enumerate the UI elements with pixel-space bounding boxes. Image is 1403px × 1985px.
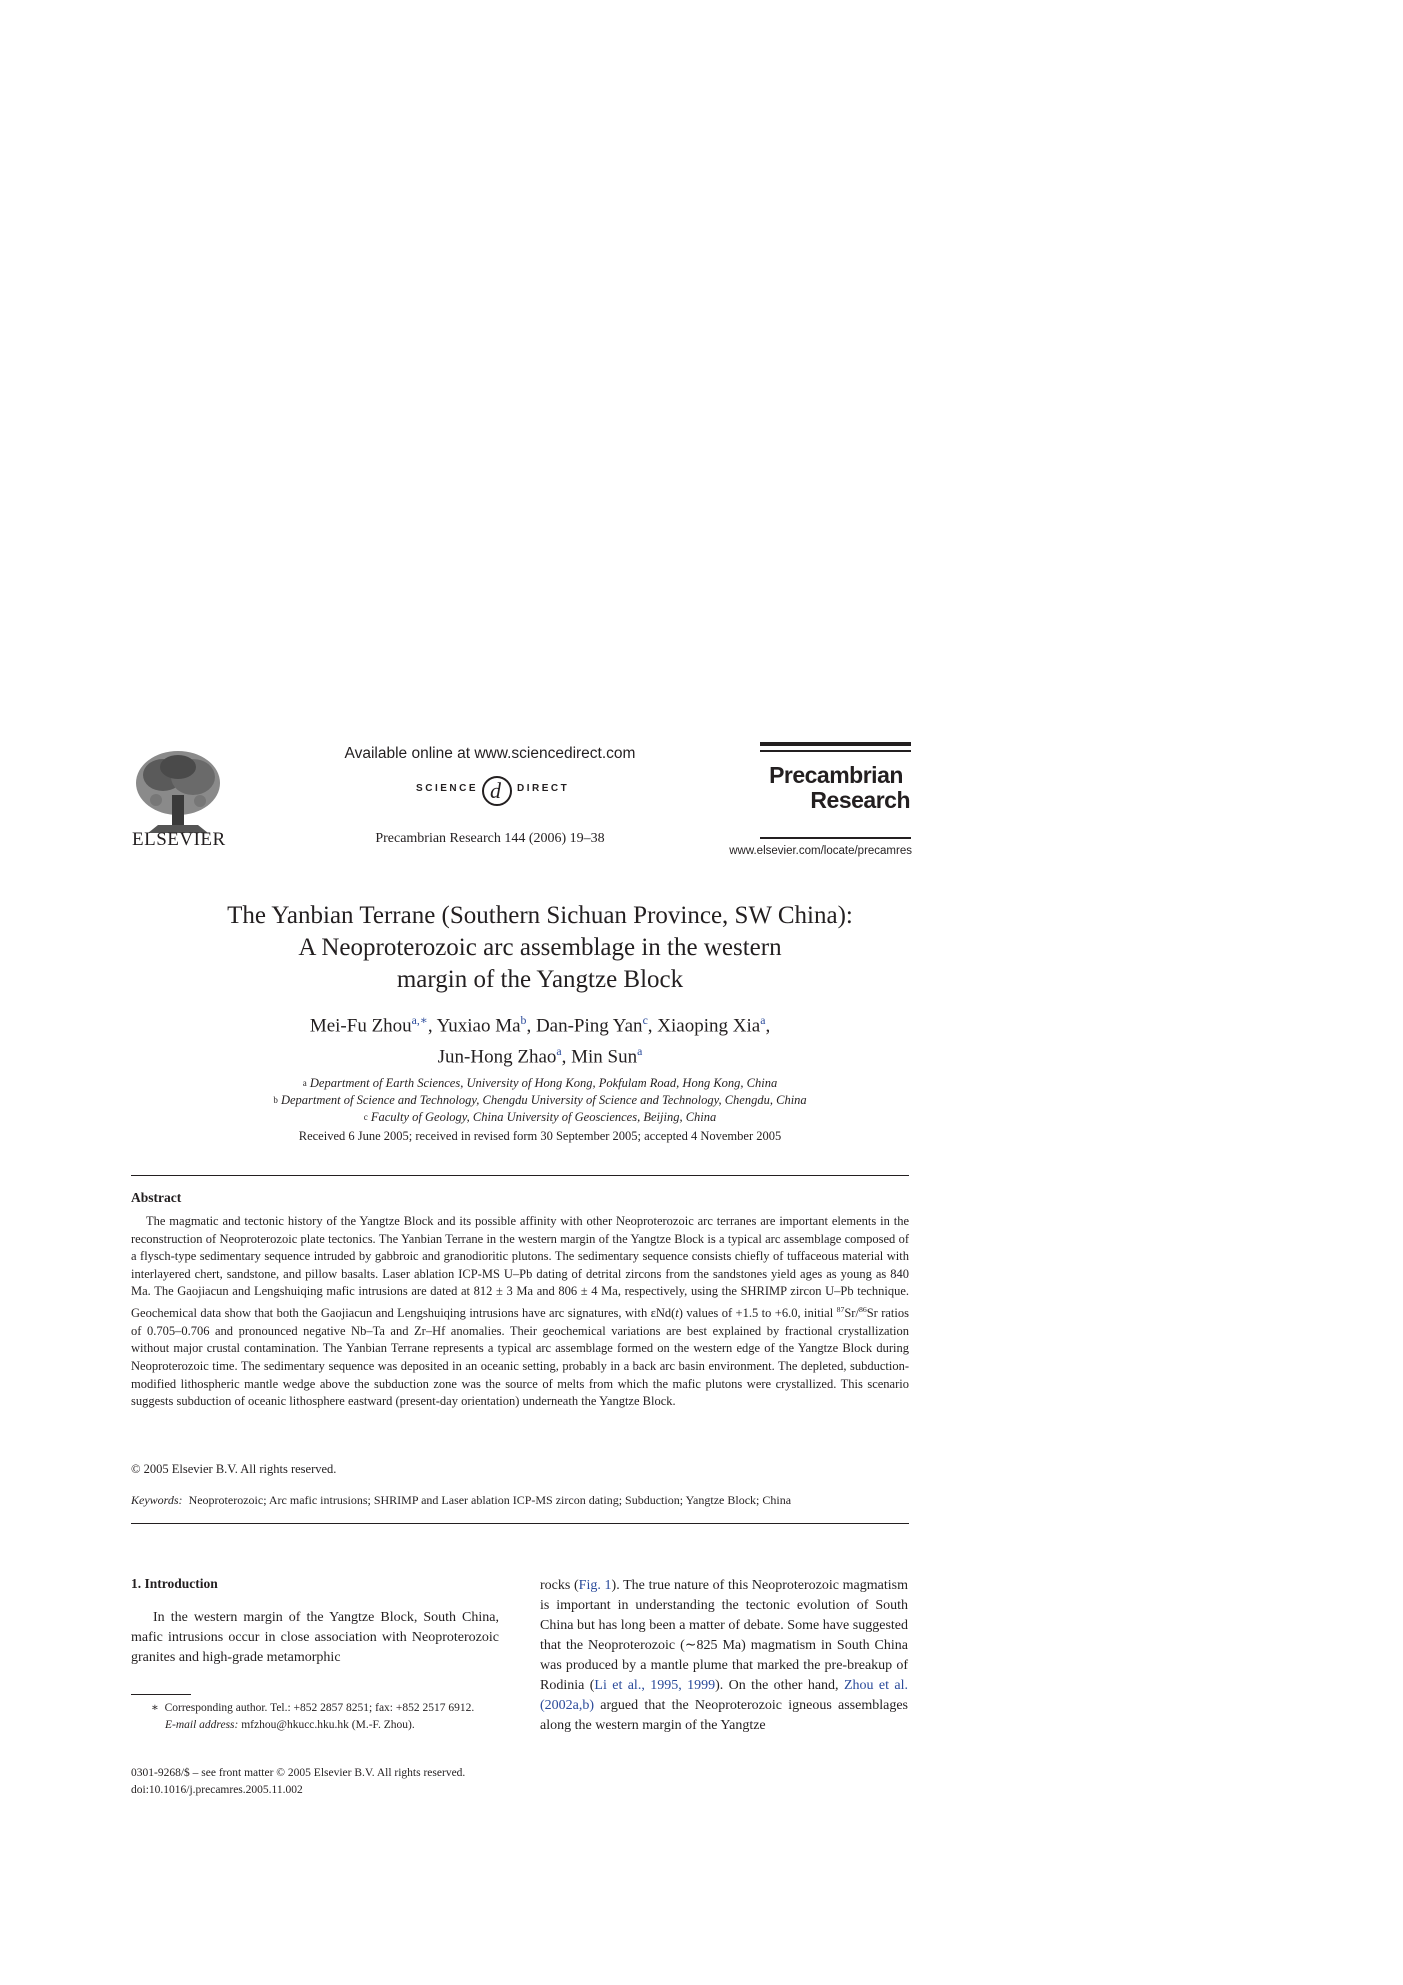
author-affiliation-mark[interactable]: a — [760, 1014, 766, 1027]
isotope-superscript: 86 — [858, 1304, 867, 1314]
sciencedirect-left-word: SCIENCE — [416, 783, 478, 794]
affiliation-mark: b — [273, 1095, 278, 1105]
received-dates: Received 6 June 2005; received in revised form 30 September 2005; accepted 4 November 2005 — [298, 1129, 782, 1143]
issn-line: 0301-9268/$ – see front matter © 2005 Elsevier B.V. All rights reserved. — [131, 1767, 466, 1779]
right-column-text — [540, 1576, 908, 1736]
author-separator: , — [526, 1015, 536, 1037]
affiliation-text: Faculty of Geology, China University of Geosciences, Beijing, China — [370, 1110, 717, 1124]
author-affiliation-mark[interactable]: a,∗ — [411, 1014, 428, 1027]
keywords — [131, 1493, 791, 1508]
citation-link[interactable]: Li et al., 1995, 1999 — [594, 1678, 716, 1693]
author-affiliation-mark[interactable]: c — [642, 1014, 648, 1027]
abstract-text: Sr ratios of 0.705–0.706 and pronounced negative Nb–Ta and Zr–Hf anomalies. Their geochemical variations are best explained by fractional crystallization without major crustal contamination. The Yanbian Terrane represents a typical arc assemblage formed on the western edge of the Yangtze Block during Neoproterozoic time. The sedimentary sequence was deposited in an oceanic setting, probably in a back arc basin environment. The depleted, subduction-modified lithospheric mantle wedge above the subduction zone was the source of melts from which the mafic plutons were crystallized. This scenario suggests subduction of oceanic lithosphere eastward (present-day orientation) underneath the Yangtze Block. — [131, 1306, 909, 1409]
abstract-body — [131, 1213, 909, 1411]
divider — [131, 1523, 909, 1524]
title-line: The Yanbian Terrane (Southern Sichuan Province, SW China): — [227, 902, 853, 929]
affiliation-mark: a — [302, 1078, 307, 1088]
body-text: ). On the other hand, — [715, 1678, 844, 1693]
author-name[interactable]: Mei-Fu Zhou — [309, 1015, 412, 1037]
title-line: margin of the Yangtze Block — [396, 966, 684, 993]
author-name[interactable]: Min Sun — [571, 1046, 638, 1068]
footnotes — [131, 1700, 531, 1734]
email-address[interactable]: mfzhou@hkucc.hku.hk (M.-F. Zhou). — [241, 1719, 415, 1731]
footnote-divider — [131, 1694, 191, 1695]
body-text: argued that the Neoproterozoic igneous assemblages along the western margin of the Yangtze — [540, 1698, 908, 1733]
affiliation-item — [140, 1109, 940, 1126]
author-separator: , — [561, 1046, 572, 1068]
abstract-text: ) values of +1.5 to +6.0, initial — [678, 1306, 837, 1321]
journal-logo-rule — [760, 742, 911, 746]
author-affiliation-mark[interactable]: b — [520, 1014, 527, 1027]
author-name[interactable]: Xiaoping Xia — [657, 1015, 761, 1037]
journal-logo — [760, 763, 912, 813]
corresponding-author-note — [131, 1700, 531, 1717]
journal-logo-rule — [760, 750, 911, 752]
author-separator: , — [647, 1015, 658, 1037]
author-affiliation-mark[interactable]: a — [637, 1045, 643, 1059]
author-name[interactable]: Dan-Ping Yan — [535, 1015, 643, 1037]
affiliation-text: Department of Earth Sciences, University of Hong Kong, Pokfulam Road, Hong Kong, China — [309, 1076, 778, 1090]
isotope-superscript: 87 — [836, 1304, 845, 1314]
publisher-name: ELSEVIER — [132, 829, 226, 850]
author-line — [140, 1008, 940, 1039]
journal-citation: Precambrian Research 144 (2006) 19–38 — [375, 831, 605, 846]
abstract-italic-t: t — [675, 1306, 679, 1321]
abstract-text: Sr/ — [844, 1306, 859, 1321]
affiliation-list — [140, 1075, 940, 1126]
title-line: A Neoproterozoic arc assemblage in the western — [298, 934, 782, 961]
journal-logo-rule — [760, 837, 911, 839]
affiliation-mark: c — [363, 1112, 368, 1122]
citation-link[interactable]: Zhou et al. (2002a,b) — [540, 1678, 908, 1713]
svg-text:d: d — [490, 778, 501, 803]
author-separator: , — [427, 1015, 437, 1037]
author-separator: , — [765, 1015, 771, 1037]
body-text: ). The true nature of this Neoproterozoic magmatism is important in understanding the tectonic evolution of South China but has long been a matter of debate. Some have suggested that the Neoproterozoic (∼825 Ma) magmatism in South China was produced by a mantle plume that marked the pre-breakup of Rodinia ( — [540, 1578, 908, 1693]
email-note — [131, 1717, 531, 1734]
footnote-mark: ∗ — [151, 1702, 159, 1714]
figure-reference-link[interactable]: Fig. 1 — [578, 1578, 612, 1593]
front-matter — [131, 1765, 465, 1799]
sciencedirect-logo — [400, 770, 600, 810]
keywords-list: Neoproterozoic; Arc mafic intrusions; SHRIMP and Laser ablation ICP-MS zircon dating; Subduction; Yangtze Block; China — [188, 1493, 792, 1507]
divider — [131, 1175, 909, 1176]
body-text: rocks ( — [540, 1578, 579, 1593]
doi-line[interactable]: doi:10.1016/j.precamres.2005.11.002 — [131, 1784, 303, 1796]
email-label: E-mail address: — [165, 1719, 239, 1731]
copyright-notice: © 2005 Elsevier B.V. All rights reserved. — [131, 1462, 337, 1476]
author-list — [140, 1008, 940, 1071]
section-heading: 1. Introduction — [131, 1576, 218, 1591]
author-line — [140, 1039, 940, 1070]
author-name[interactable]: Jun-Hong Zhao — [437, 1046, 557, 1068]
affiliation-item — [140, 1075, 940, 1092]
journal-url-link[interactable]: www.elsevier.com/locate/precamres — [729, 845, 912, 857]
journal-logo-line2: Research — [810, 787, 910, 813]
abstract-text: The magmatic and tectonic history of the Yangtze Block and its possible affinity with other Neoproterozoic arc terranes are important elements in the reconstruction of Neoproterozoic plate tectonics. The Yanbian Terrane in the western margin of the Yangtze Block is a typical arc assemblage composed of a flysch-type sedimentary sequence intruded by gabbroic and granodioritic plutons. The sedimentary sequence consists chiefly of tuffaceous material with interlayered chert, sandstone, and pillow basalts. Laser ablation ICP-MS U–Pb dating of detrital zircons from the sandstones yield ages as young as 840 Ma. The Gaojiacun and Lengshuiqing mafic intrusions are dated at 812 ± 3 Ma and 806 ± 4 Ma, respectively, using the SHRIMP zircon U–Pb technique. Geochemical data show that both the Gaojiacun and Lengshuiqing intrusions have arc signatures, with εNd( — [131, 1214, 909, 1321]
sciencedirect-right-word: DIRECT — [517, 783, 570, 794]
left-column-text: In the western margin of the Yangtze Block, South China, mafic intrusions occur in close association with Neoproterozoic granites and high-grade metamorphic — [131, 1610, 499, 1665]
affiliation-item — [140, 1092, 940, 1109]
abstract-heading: Abstract — [131, 1190, 182, 1205]
author-name[interactable]: Yuxiao Ma — [436, 1015, 521, 1037]
article-title — [140, 900, 940, 996]
journal-logo-line1: Precambrian — [769, 762, 903, 788]
author-affiliation-mark[interactable]: a — [556, 1045, 562, 1059]
keywords-label: Keywords: — [131, 1493, 183, 1507]
affiliation-text: Department of Science and Technology, Chengdu University of Science and Technology, Chengdu, China — [280, 1093, 807, 1107]
available-online-text: Available online at www.sciencedirect.com — [344, 745, 636, 762]
footnote-text: Corresponding author. Tel.: +852 2857 8251; fax: +852 2517 6912. — [164, 1702, 475, 1714]
